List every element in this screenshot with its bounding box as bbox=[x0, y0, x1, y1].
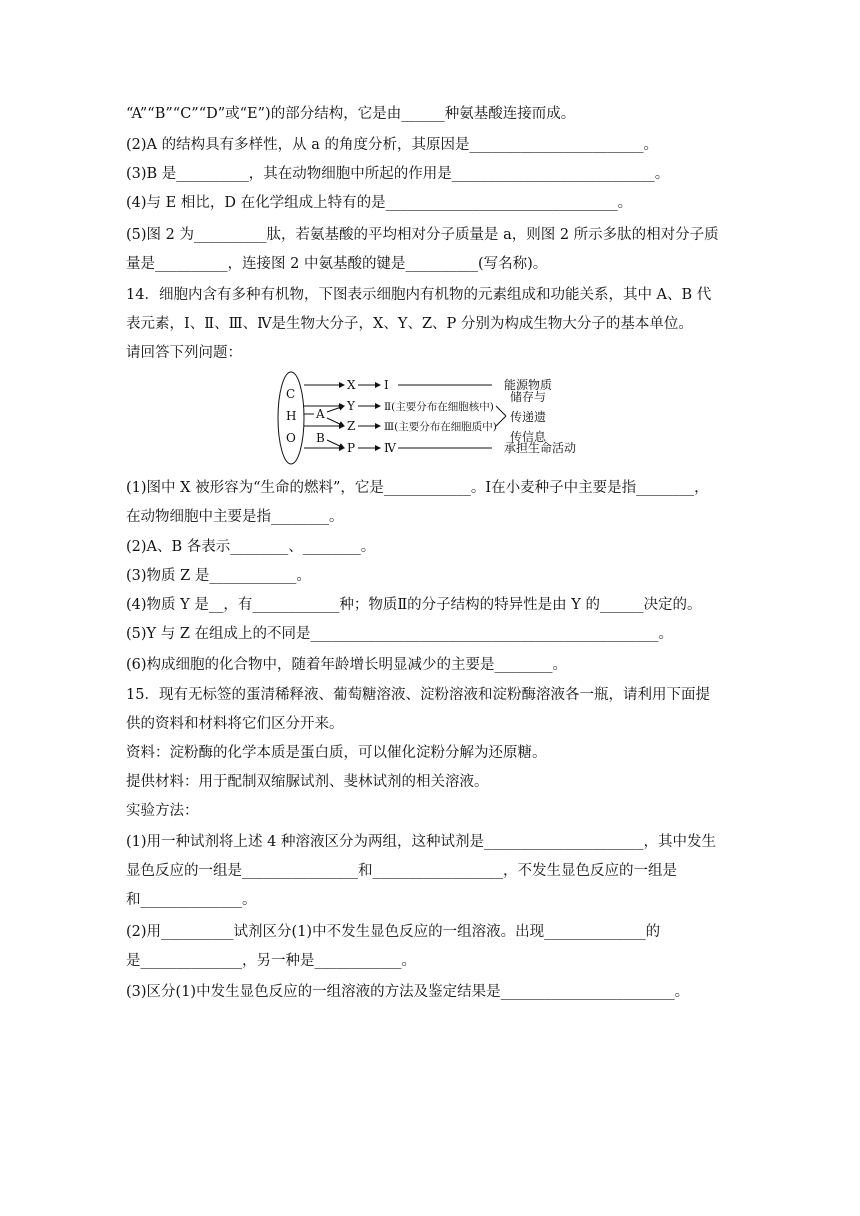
function-genetic-2: 传递遗 bbox=[510, 410, 547, 424]
q14-stem-line3: 请回答下列问题： bbox=[126, 345, 242, 361]
function-energy: 能源物质 bbox=[504, 378, 553, 392]
q15-stem-line1: 15．现有无标签的蛋清稀释液、葡萄糖溶液、淀粉溶液和淀粉酶溶液各一瓶，请利用下面提 bbox=[126, 687, 710, 703]
unit-y: Y bbox=[347, 399, 355, 413]
q14-part6: (6)构成细胞的化合物中，随着年龄增长明显减少的主要是________。 bbox=[126, 657, 568, 673]
q15-part3: (3)区分(1)中发生显色反应的一组溶液的方法及鉴定结果是________________________。 bbox=[126, 984, 690, 1000]
unit-x: X bbox=[347, 378, 356, 392]
q13-part5-line1: (5)图 2 为__________肽，若氨基酸的平均相对分子质量是 a，则图 2 所示多肽的相对分子质 bbox=[126, 227, 719, 243]
function-genetic-3: 传信息 bbox=[510, 430, 547, 444]
q15-part2-line2: 是______________，另一种是____________。 bbox=[126, 953, 416, 969]
q15-part1-line2: 显色反应的一组是________________和__________________，不发生显色反应的一组是 bbox=[126, 863, 677, 879]
unit-p: P bbox=[347, 441, 356, 455]
element-c: C bbox=[286, 387, 296, 401]
q13-part3: (3)B 是__________，其在动物细胞中所起的作用是____________________________。 bbox=[126, 166, 670, 182]
q15-part1-line3: 和______________。 bbox=[126, 892, 257, 908]
q14-part2: (2)A、B 各表示________、________。 bbox=[126, 539, 376, 555]
q15-material-note: 资料：淀粉酶的化学本质是蛋白质，可以催化淀粉分解为还原糖。 bbox=[126, 745, 547, 761]
q13-part5-line2: 量是__________，连接图 2 中氨基酸的键是__________(写名称)。 bbox=[126, 256, 548, 272]
q15-part2-line1: (2)用__________试剂区分(1)中不发生显色反应的一组溶液。出现______________的 bbox=[126, 924, 661, 940]
element-a: A bbox=[316, 407, 325, 421]
q14-stem-line2: 表元素，Ⅰ、Ⅱ、Ⅲ、Ⅳ是生物大分子，X、Y、Z、P 分别为构成生物大分子的基本单位。 bbox=[126, 316, 693, 332]
q15-method-heading: 实验方法： bbox=[126, 803, 199, 819]
q15-part1-line1: (1)用一种试剂将上述 4 种溶液区分为两组，这种试剂是______________________，其中发生 bbox=[126, 834, 716, 850]
q14-stem-line1: 14．细胞内含有多种有机物，下图表示细胞内有机物的元素组成和功能关系，其中 A、B 代 bbox=[126, 287, 712, 303]
macro-1: Ⅰ bbox=[384, 378, 389, 392]
q13-part4: (4)与 E 相比，D 在化学组成上特有的是________________________________。 bbox=[126, 195, 633, 211]
q14-part3: (3)物质 Z 是____________。 bbox=[126, 568, 311, 584]
element-o: O bbox=[286, 431, 296, 445]
q15-stem-line2: 供的资料和材料将它们区分开来。 bbox=[126, 716, 344, 732]
element-h: H bbox=[286, 409, 297, 423]
q14-part1-line2: 在动物细胞中主要是指________。 bbox=[126, 509, 344, 525]
element-b: B bbox=[316, 431, 325, 445]
macro-4: Ⅳ bbox=[384, 441, 396, 455]
q15-provided-materials: 提供材料：用于配制双缩脲试剂、斐林试剂的相关溶液。 bbox=[126, 774, 489, 790]
q13-part2: (2)A 的结构具有多样性，从 a 的角度分析，其原因是________________________。 bbox=[126, 137, 658, 153]
q14-part4: (4)物质 Y 是__，有____________种；物质Ⅱ的分子结构的特异性是由 Y 的______决定的。 bbox=[126, 597, 702, 613]
macro-2: Ⅱ(主要分布在细胞核中) bbox=[384, 401, 494, 413]
function-genetic-1: 储存与 bbox=[510, 390, 547, 404]
organic-molecule-diagram bbox=[272, 368, 602, 468]
q14-part1-line1: (1)图中 X 被形容为“生命的燃料”，它是____________。Ⅰ在小麦种子中主要是指________， bbox=[126, 480, 709, 496]
function-life: 承担生命活动 bbox=[504, 441, 577, 455]
unit-z: Z bbox=[347, 419, 356, 433]
macro-3: Ⅲ(主要分布在细胞质中) bbox=[384, 421, 497, 433]
q14-part5: (5)Y 与 Z 在组成上的不同是________________________________________________。 bbox=[126, 626, 674, 642]
q13-stem-tail: “A”“B”“C”“D”或“E”)的部分结构，它是由______种氨基酸连接而成。 bbox=[126, 106, 576, 122]
